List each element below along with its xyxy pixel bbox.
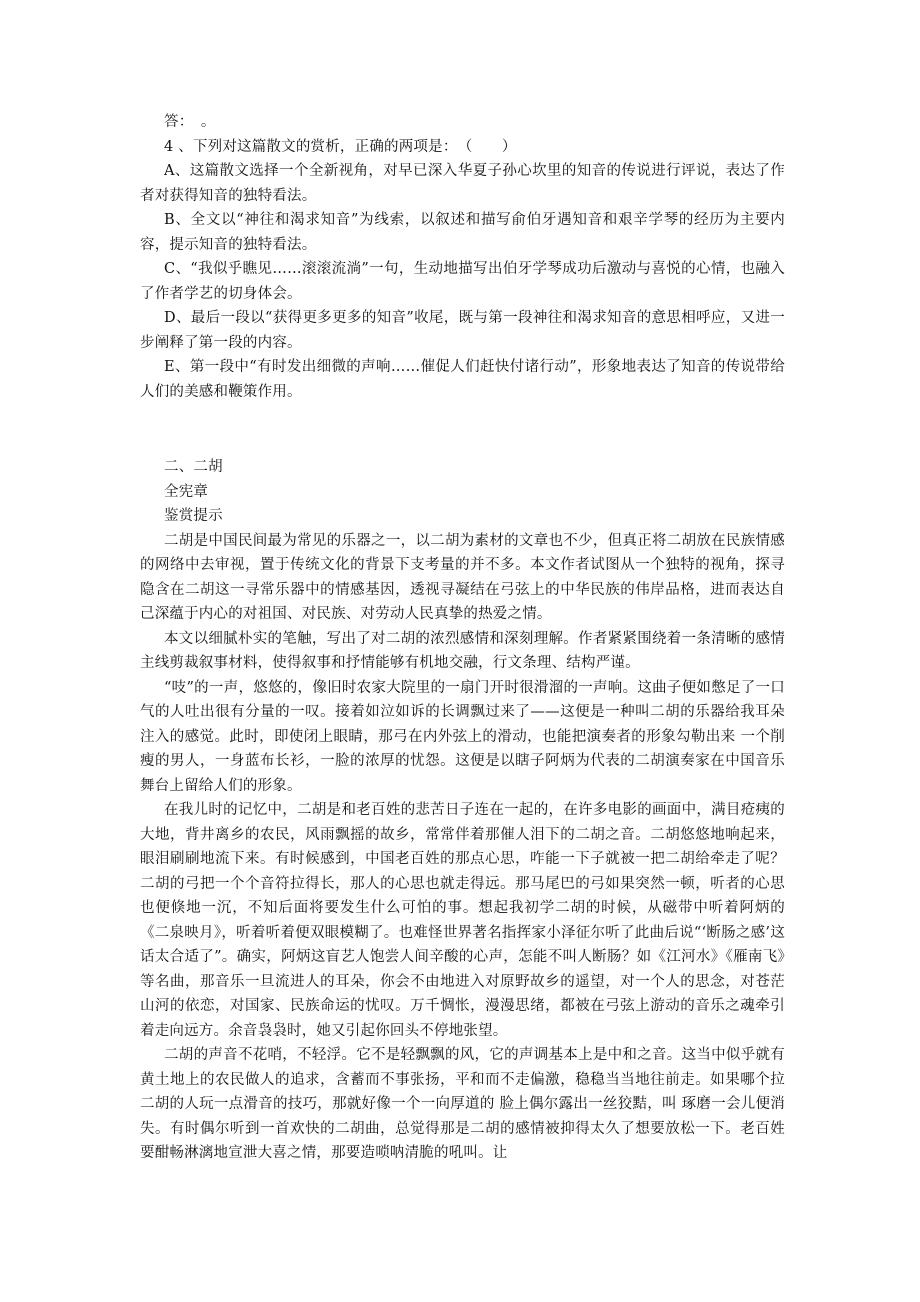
article-author: 全宪章 xyxy=(164,483,209,500)
section-spacer xyxy=(140,404,785,455)
appreciation-paragraph-2: 本文以细腻朴实的笔触，写出了对二胡的浓烈感情和深刻理解。作者紧紧围绕着一条清晰的感情主线剪裁叙事材料，使得叙事和抒情能够有机地交融，行文条理、结构严谨。 xyxy=(140,630,785,671)
article-paragraph-2: 在我儿时的记忆中，二胡是和老百姓的悲苦日子连在一起的，在许多电影的画面中，满目疮痍的大地，背井离乡的农民，风雨飘摇的故乡，常常伴着那催人泪下的二胡之音。二胡悠悠地响起来，眼泪刷刷地流下来。有时候感到，中国老百姓的那点心思，咋能一下子就被一把二胡给牵走了呢？二胡的弓把一个个音符拉得长，那人的心思也就走得远。那马尾巴的弓如果突然一顿，听者的心思也便倏地一沉，不知后面将要发生什么可怕的事。想起我初学二胡的时候，从磁带中听着阿炳的《二泉映月》，听着听着便双眼模糊了。也难怪世界著名指挥家小泽征尔听了此曲后说“‘断肠之感’这话太合适了”。确实，阿炳这盲艺人饱尝人间辛酸的心声，怎能不叫人断肠？如《江河水》《雁南飞》等名曲，那音乐一旦流进人的耳朵，你会不由地进入对原野故乡的遥望，对一个人的思念，对苍茫山河的依恋，对国家、民族命运的忧叹。万千惆怅，漫漫思绪，都被在弓弦上游动的音乐之魂牵引着走向远方。余音袅袅时，她又引起你回头不停地张望。 xyxy=(140,802,785,1039)
question-4-option-e: E、第一段中“有时发出细微的声响……催促人们赶快付诸行动”，形象地表达了知音的传说带给人们的美感和鞭策作用。 xyxy=(140,359,785,400)
section-heading: 二、二胡 xyxy=(164,459,223,475)
article-paragraph-1: “吱”的一声，悠悠的，像旧时农家大院里的一扇门开时很滑溜的一声响。这曲子便如憋足了一口气的人吐出很有分量的一叹。接着如泣如诉的长调飘过来了——这便是一种叫二胡的乐器给我耳朵注入的感觉。此时，即使闭上眼睛，那弓在内外弦上的滑动，也能把演奏者的形象勾勒出来 一个削瘦的男人，一身蓝布长衫，一脸的浓厚的忧怨。这便是以瞎子阿炳为代表的二胡演奏家在中国音乐舞台上留给人们的形象。 xyxy=(140,679,785,794)
question-4-option-b: B、全文以“神往和渴求知音”为线索，以叙述和描写俞伯牙遇知音和艰辛学琴的经历为主要内容，提示知音的独特看法。 xyxy=(140,212,785,253)
question-4-option-c: C、“我似乎瞧见……滚滚流淌”一句，生动地描写出伯牙学琴成功后激动与喜悦的心情，也融入了作者学艺的切身体会。 xyxy=(140,261,785,302)
question-4-stem: 4 、下列对这篇散文的赏析，正确的两项是： （ ） xyxy=(164,138,517,155)
answer-line: 答： 。 xyxy=(164,114,216,130)
appreciation-subheading: 鉴赏提示 xyxy=(164,508,223,524)
article-paragraph-3: 二胡的声音不花哨，不轻浮。它不是轻飘飘的风，它的声调基本上是中和之音。这当中似乎就有黄土地上的农民做人的追求，含蓄而不事张扬，平和而不走偏激，稳稳当当地往前走。如果哪个拉二胡的人玩一点滑音的技巧，那就好像一个一向厚道的 脸上偶尔露出一丝狡黠，叫 琢磨一会儿便消失。有时偶尔听到一首欢快的二胡曲，总觉得那是二胡的感情被抑得太久了想要放松一下。老百姓要酣畅淋漓地宣泄大喜之情，那要造唢呐清脆的吼叫。让 xyxy=(140,1047,785,1161)
question-4-option-a: A、这篇散文选择一个全新视角，对早已深入华夏子孙心坎里的知音的传说进行评说，表达了作者对获得知音的独特看法。 xyxy=(140,163,785,204)
question-4-option-d: D、最后一段以“获得更多更多的知音”收尾，既与第一段神往和渴求知音的意思相呼应，又进一步阐释了第一段的内容。 xyxy=(140,310,785,351)
document-body xyxy=(140,110,785,1166)
appreciation-paragraph-1: 二胡是中国民间最为常见的乐器之一，以二胡为素材的文章也不少，但真正将二胡放在民族情感的网络中去审视，置于传统文化的背景下支考量的并不多。本文作者试图从一个独特的视角，探寻隐含在二胡这一寻常乐器中的情感基因，透视寻凝结在弓弦上的中华民族的伟岸品格，进而表达自己深蕴于内心的对祖国、对民族、对劳动人民真挚的热爱之情。 xyxy=(140,532,785,622)
